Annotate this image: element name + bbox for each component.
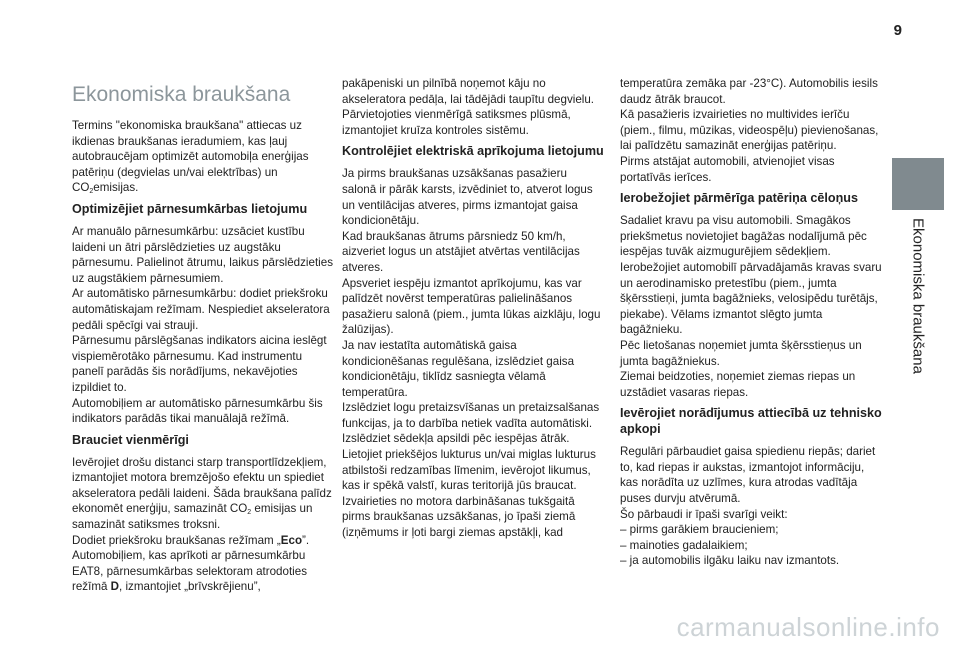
- paragraph: Dodiet priekšroku braukšanas režīmam „Eco”. Automobiļiem, kas aprīkoti ar pārnesumkārbu EAT8, pārnesumkārbas selektoram atrodoties režīmā D, izmantojiet „brīvskrējienu”,: [72, 533, 310, 594]
- paragraph: Ar manuālo pārnesumkārbu: uzsāciet kustību laideni un ātri pārslēdzieties uz augstāku pārnesumu. Palielinot ātrumu, laikus pārslēdzieties uz augstākiem pārnesumiem.: [72, 224, 333, 285]
- page-title: Ekonomiska braukšana: [72, 83, 291, 106]
- paragraph: Lietojiet priekšējos lukturus un/vai miglas lukturus atbilstoši redzamības līmenim, ievērojot likumus, kas ir spēkā valstī, kuras teritorijā jūs braucat.: [342, 448, 596, 493]
- paragraph: Izslēdziet logu pretaizsvīšanas un pretaizsalšanas funkcijas, ja to darbība netiek vadīta automātiski.: [342, 401, 600, 430]
- paragraph: Ja nav iestatīta automātiskā gaisa kondicionēšanas regulēšana, izslēdziet gaisa kondicionētāju, tiklīdz sasniegta vēlamā temperatūra.: [342, 338, 575, 399]
- list-item: – pirms garākiem braucieniem;: [620, 523, 779, 537]
- chapter-tab-marker: [892, 158, 944, 210]
- paragraph: Pārnesumu pārslēgšanas indikators aicina ieslēgt vispiemērotāko pārnesumu. Kad instrumentu panelī parādās šis norādījums, nekavējoties izpildiet to.: [72, 334, 327, 394]
- heading-smooth-driving: Brauciet vienmērīgi: [72, 432, 189, 447]
- page-number: 9: [893, 22, 902, 39]
- paragraph: Ievērojiet drošu distanci starp transportlīdzekļiem, izmantojiet motora bremzējošo efektu un spiediet akseleratora pedāli laideni. Šāda braukšana palīdz ekonomēt enerģiju, samazināt $CO_2$ emisijas un samazināt satiksmes troksni.: [72, 455, 332, 532]
- list-item: – ja automobilis ilgāku laiku nav izmantots.: [620, 554, 840, 568]
- paragraph: Ziemai beidzoties, noņemiet ziemas riepas un uzstādiet vasaras riepas.: [620, 370, 856, 399]
- paragraph: Apsveriet iespēju izmantot aprīkojumu, kas var palīdzēt novērst temperatūras palielināšanos pasažieru salonā (piem., jumta lūkas aizklāju, logu žalūzijas).: [342, 276, 601, 337]
- heading-excess-consumption: Ierobežojiet pārmērīga patēriņa cēloņus: [620, 191, 858, 206]
- intro-paragraph: Termins "ekonomiska braukšana" attiecas uz ikdienas braukšanas ieradumiem, kas ļauj autobraucējam optimizēt automobiļa enerģijas patēriņu (degvielas un/vai elektrības) un $CO_2emisijas$.: [72, 119, 309, 196]
- paragraph: Pārvietojoties vienmērīgā satiksmes plūsmā, izmantojiet kruīza kontroles sistēmu.: [342, 108, 571, 137]
- paragraph: pakāpeniski un pilnībā noņemot kāju no akseleratora pedāļa, lai tādējādi taupītu degvielu.: [342, 77, 595, 106]
- paragraph: Pēc lietošanas noņemiet jumta šķērsstieņus un jumta bagāžniekus.: [620, 338, 862, 368]
- paragraph: Kad braukšanas ātrums pārsniedz 50 km/h, aizveriet logus un atstājiet atvērtas ventilācijas atveres.: [342, 229, 580, 274]
- column-2: [342, 76, 604, 541]
- watermark: carmanualsonline.info: [676, 612, 940, 642]
- paragraph: Ja pirms braukšanas uzsākšanas pasažieru salonā ir pārāk karsts, izvēdiniet to, atverot logus un ventilācijas atveres, pirms izmantojat gaisa kondicionētāju.: [342, 167, 593, 228]
- paragraph: Kā pasažieris izvairieties no multivides ierīču (piem., filmu, mūzikas, videospēļu) pievienošanas, lai palīdzētu samazināt enerģijas patēriņu.: [620, 108, 879, 153]
- heading-electrical-equipment: Kontrolējiet elektriskā aprīkojuma lietojumu: [342, 144, 604, 159]
- paragraph: Automobiļiem ar automātisko pārnesumkārbu šis indikators parādās tikai manuālajā režīmā.: [72, 396, 323, 426]
- maintenance-list: [620, 522, 882, 569]
- list-item: – mainoties gadalaikiem;: [620, 538, 748, 552]
- paragraph: Sadaliet kravu pa visu automobili. Smagākos priekšmetus novietojiet bagāžas nodalījumā pēc iespējas tuvāk aizmugurējiem sēdekļiem.: [620, 214, 867, 259]
- heading-maintenance: Ievērojiet norādījumus attiecībā uz tehnisko apkopi: [620, 406, 882, 437]
- paragraph: Izslēdziet sēdekļa apsildi pēc iespējas ātrāk.: [342, 432, 570, 446]
- paragraph: Izvairieties no motora darbināšanas tukšgaitā pirms braukšanas uzsākšanas, jo īpaši ziemā (izņēmums ir ļoti bargi ziemas apstākļi, kad: [342, 494, 576, 540]
- paragraph: Šo pārbaudi ir īpaši svarīgi veikt:: [620, 507, 788, 521]
- column-1: [72, 82, 334, 595]
- paragraph: temperatūra zemāka par -23°C). Automobilis iesils daudz ātrāk braucot.: [620, 77, 878, 106]
- heading-gearbox: Optimizējiet pārnesumkārbas lietojumu: [72, 201, 308, 216]
- paragraph: Regulāri pārbaudiet gaisa spiedienu riepās; dariet to, kad riepas ir aukstas, izmantojot informāciju, kas norādīta uz uzlīmes, kura atrodas vadītāja puses durvju atvērumā.: [620, 445, 876, 506]
- paragraph: Ar automātisko pārnesumkārbu: dodiet priekšroku automātiskajam režīmam. Nespiediet akseleratora pedāli spēcīgi vai strauji.: [72, 287, 330, 332]
- paragraph: Ierobežojiet automobilī pārvadājamās kravas svaru un aerodinamisko pretestību (piem., jumta šķērsstieņi, jumta bagāžnieks, velosipēdu turētājs, piekabe). Vēlams izmantot slēgto jumta bagāžnieku.: [620, 260, 882, 337]
- chapter-tab-label: Ekonomiska braukšana: [909, 218, 927, 374]
- paragraph: Pirms atstājat automobili, atvienojiet visas portatīvās ierīces.: [620, 154, 835, 184]
- column-3: [620, 76, 882, 569]
